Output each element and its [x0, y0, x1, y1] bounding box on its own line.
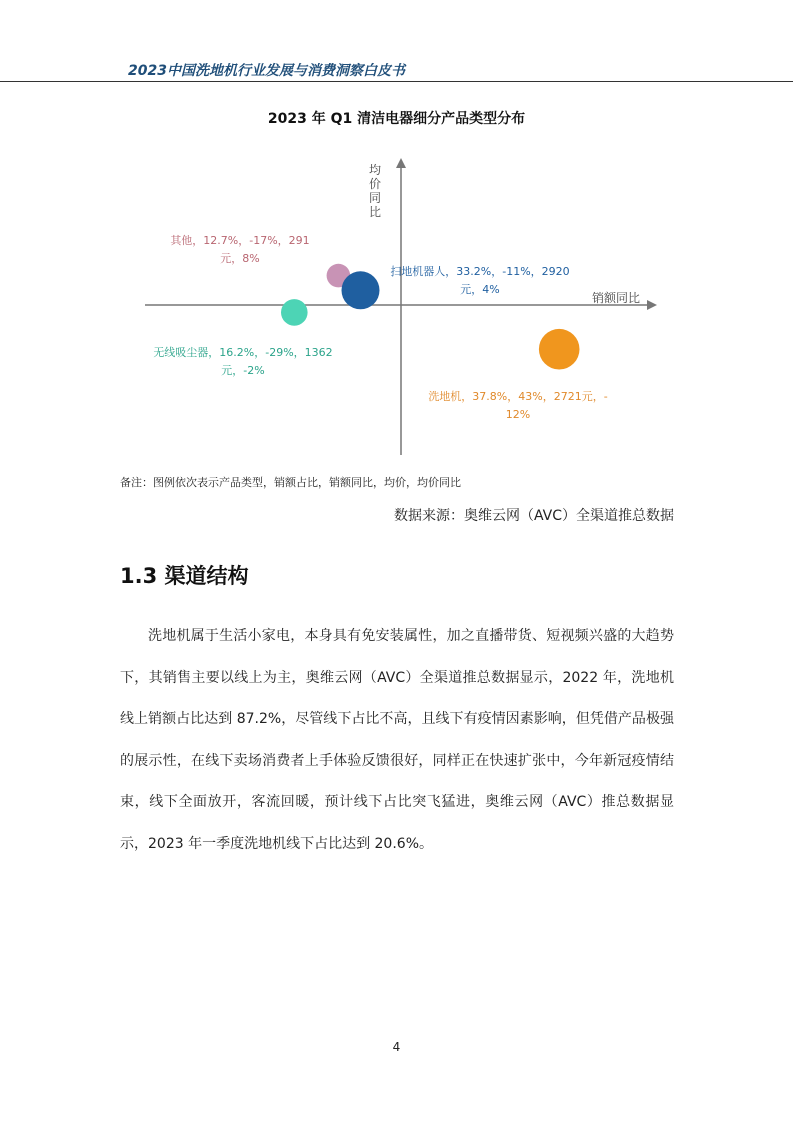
bubble-chart	[0, 0, 793, 470]
bubble-label-0-line1: 其他，12.7%，-17%，291	[170, 234, 310, 247]
bubble-label-1-line2: 元，4%	[460, 283, 500, 296]
bubble-2	[281, 299, 308, 326]
page-number: 4	[392, 1040, 401, 1054]
data-source: 数据来源：奥维云网（AVC）全渠道推总数据	[393, 508, 674, 524]
bubble-label-2-line1: 无线吸尘器，16.2%，-29%，1362	[153, 346, 333, 359]
bubble-label-3-line1: 洗地机，37.8%，43%，2721元，-	[428, 390, 608, 403]
chart-note: 备注：图例依次表示产品类型，销额占比，销额同比，均价，均价同比	[120, 476, 461, 489]
chart-title: 2023 年 Q1 清洁电器细分产品类型分布	[267, 111, 526, 127]
bubble-3	[539, 329, 580, 370]
running-header: 2023中国洗地机行业发展与消费洞察白皮书	[128, 63, 405, 79]
bubble-label-1-line1: 扫地机器人，33.2%，-11%，2920	[390, 265, 570, 278]
bubble-label-3-line2: 12%	[505, 408, 531, 421]
bubble-1	[342, 271, 380, 309]
x-axis-label: 销额同比	[592, 291, 641, 305]
bubble-label-0-line2: 元，8%	[220, 252, 260, 265]
paragraph-text: 洗地机属于生活小家电，本身具有免安装属性，加之直播带货、短视频兴盛的大趋势下，其销售主要以线上为主，奥维云网（AVC）全渠道推总数据显示，2022 年，洗地机线上销额占比达到 87.2%，尽管线下占比不高，且线下有疫情因素影响，但凭借产品极强的展示性，在线下卖场消费者上手体验反馈很好，同样正在快速扩张中，今年新冠疫情结束，线下全面放开，客流回暖，预计线下占比突飞猛进，奥维云网（AVC）推总数据显示，2023 年一季度洗地机线下占比达到 20.6%。	[120, 628, 674, 852]
y-axis-label: 均价同比	[368, 163, 382, 219]
bubble-label-2-line2: 元，-2%	[221, 364, 265, 377]
body-paragraph	[120, 616, 674, 865]
section-title: 1.3 渠道结构	[120, 564, 249, 588]
